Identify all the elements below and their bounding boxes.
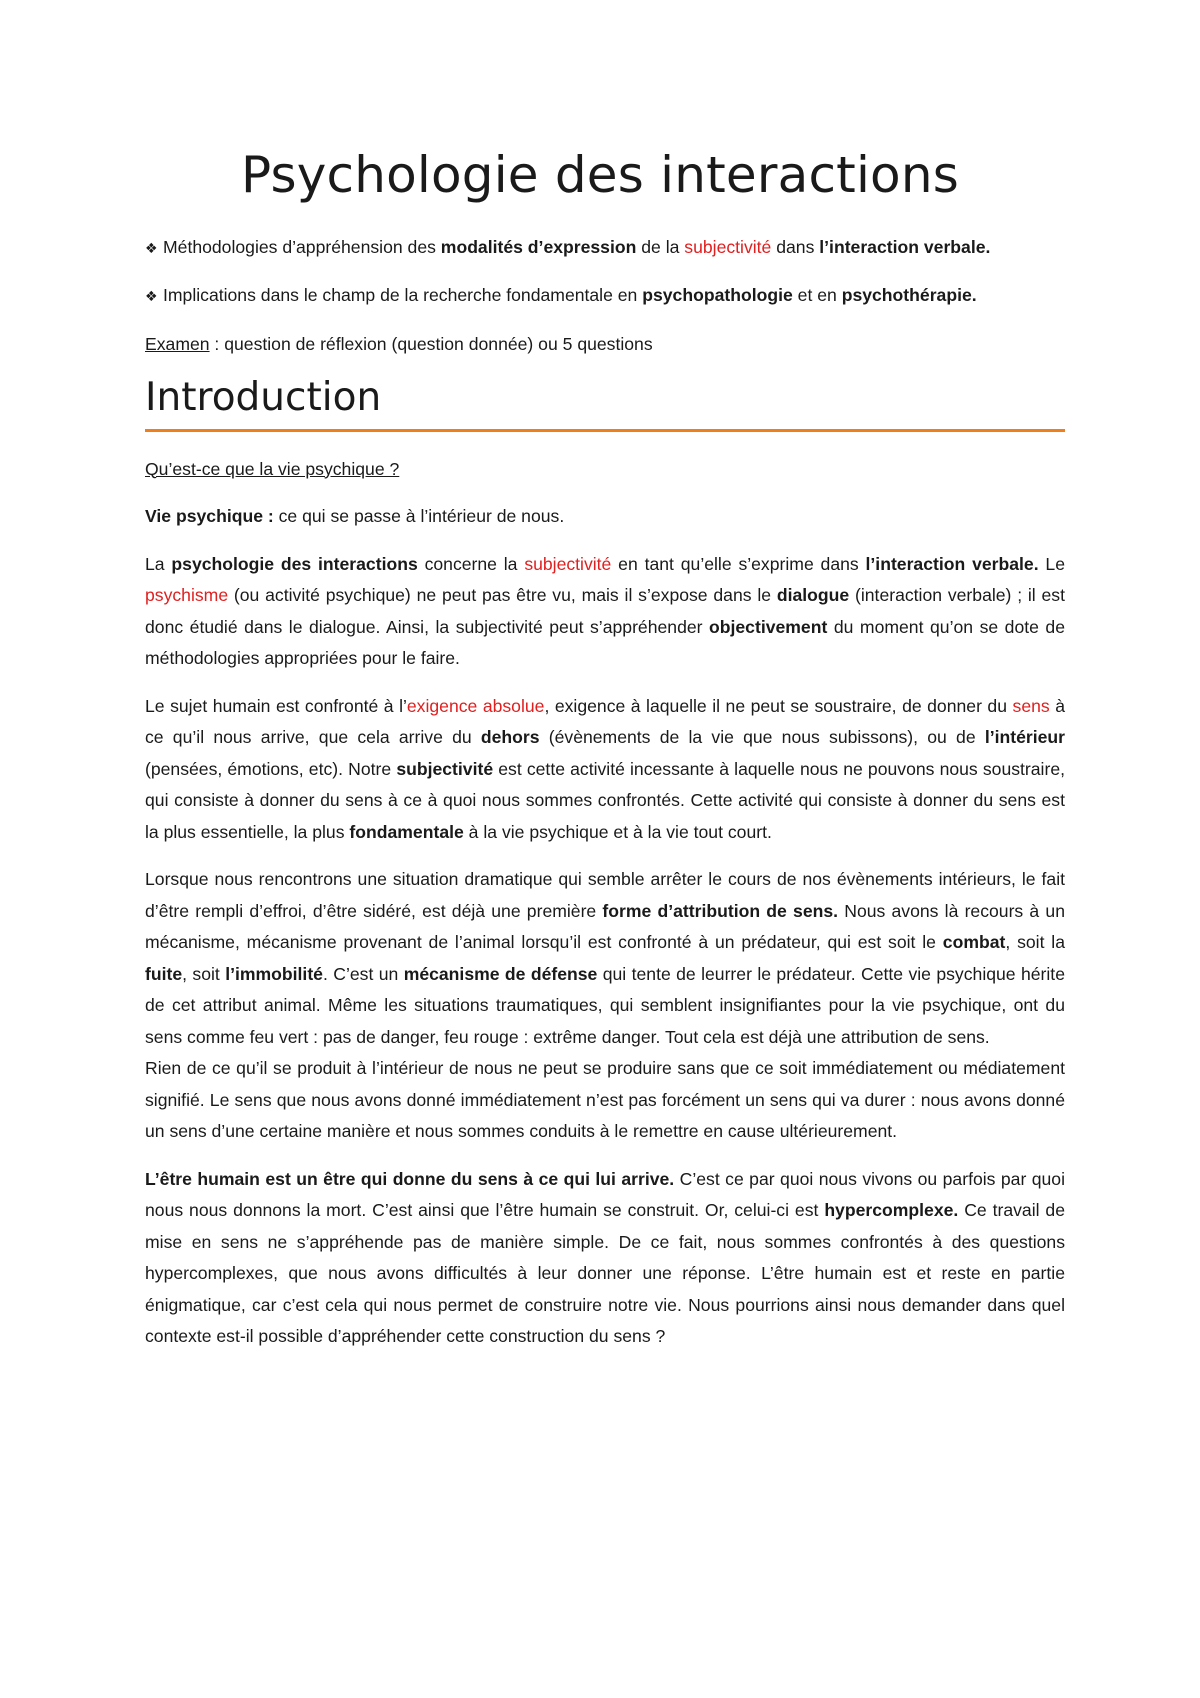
text-run: . C’est un [322,963,404,984]
document-body [145,232,1065,1369]
bold-text: L’être humain est un être qui donne du sens à ce qui lui arrive. [145,1168,675,1189]
text-run: Implications dans le champ de la recherche fondamentale en [163,284,643,305]
bold-text: dehors [480,727,540,747]
highlighted-term: sens [1012,695,1050,716]
paragraph [145,864,1065,1148]
text-run: dans [771,237,820,257]
diamond-bullet-icon: ❖ [145,288,158,305]
text-run: concerne la [417,553,525,574]
text-run: (évènements de la vie que nous subissons), ou de [539,727,985,747]
text-run: et en [792,284,842,305]
highlighted-term: subjectivité [684,237,772,257]
bold-text: dialogue [776,585,850,605]
exam-label: Examen [145,334,210,354]
bullet-text [163,237,990,257]
section-heading: Introduction [145,369,1065,432]
text-run: à ce qu’il nous arrive, que cela arrive du [145,695,1065,747]
bold-text: l’immobilité [225,963,323,984]
bullet-item [145,232,1065,266]
highlighted-term: subjectivité [524,553,612,574]
text-run: , soit la [1005,932,1065,952]
text-run: Le sujet humain est confronté à l’ [145,695,407,716]
exam-text: : question de réflexion (question donnée) ou 5 questions [209,334,653,354]
bold-text: subjectivité [396,758,494,779]
bold-text: modalités d’expression [440,237,637,257]
bold-text: Vie psychique : [145,506,274,526]
bold-text: objectivement [709,616,828,637]
text-run: Ce travail de mise en sens ne s’appréhende pas de manière simple. De ce fait, nous sommes confrontés à des questions hypercomplexes, que nous avons difficultés à leur donner une réponse. L’être humain est et reste en partie énigmatique, car c’est cela qui nous permet de construire notre vie. Nous pourrions ainsi nous demander dans quel contexte est-il possible d’appréhender cette construction du sens ? [145,1200,1065,1346]
bullet-item [145,280,1065,314]
highlighted-term: psychisme [145,585,229,605]
section-question [145,454,1065,486]
text-run: (pensées, émotions, etc). Notre [145,758,397,779]
text-run: Le [1038,553,1065,574]
text-run: , soit [182,963,226,984]
exam-line [145,329,1065,361]
bold-text: l’intérieur [984,727,1066,747]
paragraph [145,1164,1065,1353]
highlighted-term: exigence absolue [406,695,545,716]
text-run: La [145,553,172,574]
text-run: (ou activité psychique) ne peut pas être vu, mais il s’expose dans le [228,585,777,605]
document-title: Psychologie des interactions [241,146,959,204]
bold-text: l’interaction verbale. [819,237,991,257]
bold-text: mécanisme de défense [403,963,598,984]
question-text: Qu’est-ce que la vie psychique ? [145,458,400,479]
text-run: ce qui se passe à l’intérieur de nous. [273,506,565,526]
text-run: qui tente de leurrer le prédateur. Cette vie psychique hérite de cet attribut animal. Même les situations traumatiques, qui semblent insignifiantes pour la vie psychique, ont du sens comme feu vert : pas de danger, feu rouge : extrême danger. Tout cela est déjà une attribution de sens. [145,963,1065,1047]
text-run: à la vie psychique et à la vie tout court. [463,821,772,842]
text-run: de la [636,237,685,257]
diamond-bullet-icon: ❖ [145,241,158,257]
text-run: Nous avons là recours à un mécanisme, mécanisme provenant de l’animal lorsqu’il est confronté à un prédateur, qui est soit le [145,900,1065,952]
text-run: est cette activité incessante à laquelle nous ne pouvons nous soustraire, qui consiste à donner du sens à ce à quoi nous sommes confrontés. Cette activité qui consiste à donner du sens est la plus essentielle, la plus [145,758,1065,842]
text-run: C’est ce par quoi nous vivons ou parfois par quoi nous nous donnons la mort. C’est ainsi que l’être humain se construit. Or, celui-ci est [145,1168,1066,1220]
bold-text: hypercomplexe. [824,1200,959,1220]
bullet-text [163,285,977,305]
bold-text: psychothérapie. [841,284,977,305]
paragraph [145,691,1065,849]
text-run: Méthodologies d’appréhension des [163,237,441,257]
paragraph [145,501,1065,533]
text-run: en tant qu’elle s’exprime dans [611,553,866,574]
bold-text: l’interaction verbale. [865,553,1039,574]
bold-text: forme d’attribution de sens. [602,900,839,921]
bold-text: fondamentale [349,821,464,842]
bold-text: psychopathologie [642,284,793,305]
text-run: (interaction verbale) ; il est donc étudié dans le dialogue. Ainsi, la subjectivité peut s’appréhender [145,585,1065,637]
paragraph [145,549,1065,675]
text-run: du moment qu’on se dote de méthodologies appropriées pour le faire. [145,616,1065,668]
text-run: , exigence à laquelle il ne peut se soustraire, de donner du [544,695,1013,716]
text-run: Rien de ce qu’il se produit à l’intérieur de nous ne peut se produire sans que ce soit immédiatement ou médiatement signifié. Le sens que nous avons donné immédiatement n’est pas forcément un sens qui va durer : nous avons donné un sens d’une certaine manière et nous sommes conduits à le remettre en cause ultérieurement. [145,1058,1065,1141]
bold-text: combat [942,932,1006,952]
bold-text: psychologie des interactions [171,553,418,574]
text-run: Lorsque nous rencontrons une situation dramatique qui semble arrêter le cours de nos évènements intérieurs, le fait d’être rempli d’effroi, d’être sidéré, est déjà une première [145,869,1065,921]
bold-text: fuite [145,963,183,984]
